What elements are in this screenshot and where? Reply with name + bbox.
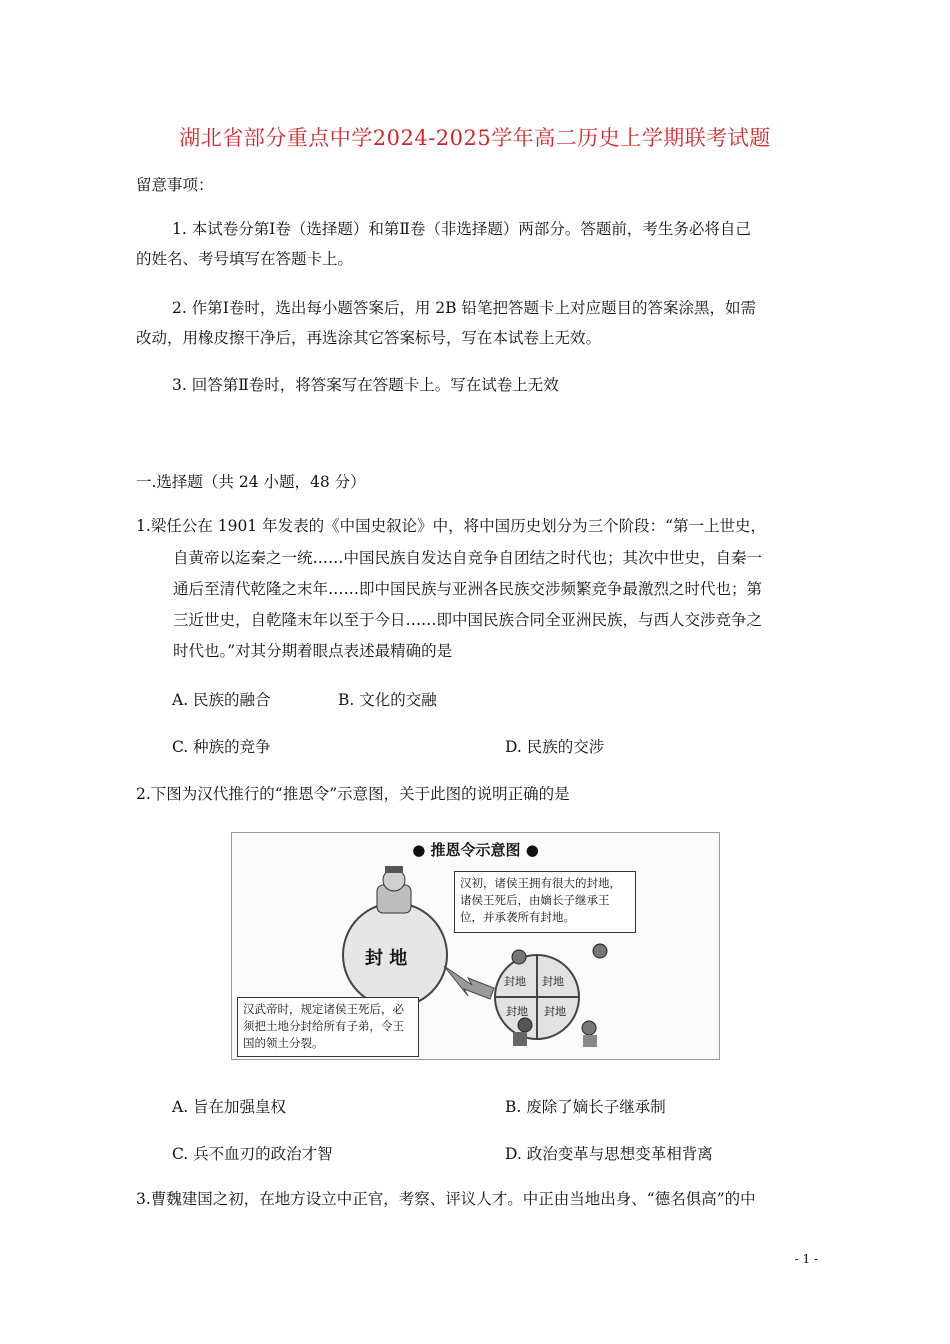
notice-item-1-line-2: 的姓名、考号填写在答题卡上。 xyxy=(136,250,354,268)
q1-line-1: 1.梁任公在 1901 年发表的《中国史叙论》中，将中国历史划分为三个阶段：“第一上世史， xyxy=(136,517,767,535)
q1-option-d: D. 民族的交涉 xyxy=(505,738,605,756)
q1-option-c: C. 种族的竞争 xyxy=(172,738,271,756)
q1-option-b: B. 文化的交融 xyxy=(338,691,437,709)
q1-line-4: 三近世史，自乾隆末年以至于今日……即中国民族合同全亚洲民族，与西人交涉竞争之 xyxy=(173,611,763,629)
q2-option-a: A. 旨在加强皇权 xyxy=(172,1098,287,1116)
figure-text-bottom: 汉武帝时，规定诸侯王死后，必须把土地分封给所有子弟，令王国的领土分裂。 xyxy=(237,997,419,1057)
figure-text-top: 汉初，诸侯王拥有很大的封地，诸侯王死后，由嫡长子继承王位，并承袭所有封地。 xyxy=(454,871,636,933)
page-title: 湖北省部分重点中学2024-2025学年高二历史上学期联考试题 xyxy=(179,126,771,150)
page-number: - 1 - xyxy=(794,1252,818,1266)
section-heading: 一.选择题（共 24 小题，48 分） xyxy=(136,473,366,491)
q2-stem: 2.下图为汉代推行的“推恩令”示意图，关于此图的说明正确的是 xyxy=(136,785,570,803)
tuienling-figure xyxy=(231,832,720,1060)
q1-line-3: 通后至清代乾隆之末年……即中国民族与亚洲各民族交涉频繁竞争最激烈之时代也；第 xyxy=(173,580,763,598)
notice-item-2-line-2: 改动，用橡皮擦干净后，再选涂其它答案标号，写在本试卷上无效。 xyxy=(136,329,602,347)
q2-option-d: D. 政治变革与思想变革相背离 xyxy=(505,1145,713,1163)
notice-item-1-line-1: 1. 本试卷分第Ⅰ卷（选择题）和第Ⅱ卷（非选择题）两部分。答题前，考生务必将自己 xyxy=(172,220,751,238)
notice-item-3: 3. 回答第Ⅱ卷时，将答案写在答题卡上。写在试卷上无效 xyxy=(172,376,559,394)
q2-option-c: C. 兵不血刃的政治才智 xyxy=(172,1145,333,1163)
notice-item-2-line-1: 2. 作第Ⅰ卷时，选出每小题答案后，用 2B 铅笔把答题卡上对应题目的答案涂黑，如需 xyxy=(172,299,756,317)
small-fief-label-4: 封地 xyxy=(544,1005,566,1018)
q1-line-5: 时代也。”对其分期着眼点表述最精确的是 xyxy=(173,642,453,660)
small-fief-label-1: 封地 xyxy=(504,975,526,988)
q1-option-a: A. 民族的融合 xyxy=(172,691,271,709)
notice-heading: 留意事项： xyxy=(136,176,214,194)
small-fief-label-2: 封地 xyxy=(542,975,564,988)
q3-line-1: 3.曹魏建国之初，在地方设立中正官，考察、评议人才。中正由当地出身、“德名俱高”的中 xyxy=(136,1190,756,1208)
q2-option-b: B. 废除了嫡长子继承制 xyxy=(505,1098,666,1116)
figure-title: ● 推恩令示意图 ● xyxy=(412,841,539,859)
small-fief-label-3: 封地 xyxy=(506,1005,528,1018)
q1-line-2: 自黄帝以迄秦之一统……中国民族自发达自竞争自团结之时代也；其次中世史，自秦一 xyxy=(173,549,763,567)
big-fief-label: 封 地 xyxy=(365,948,408,969)
